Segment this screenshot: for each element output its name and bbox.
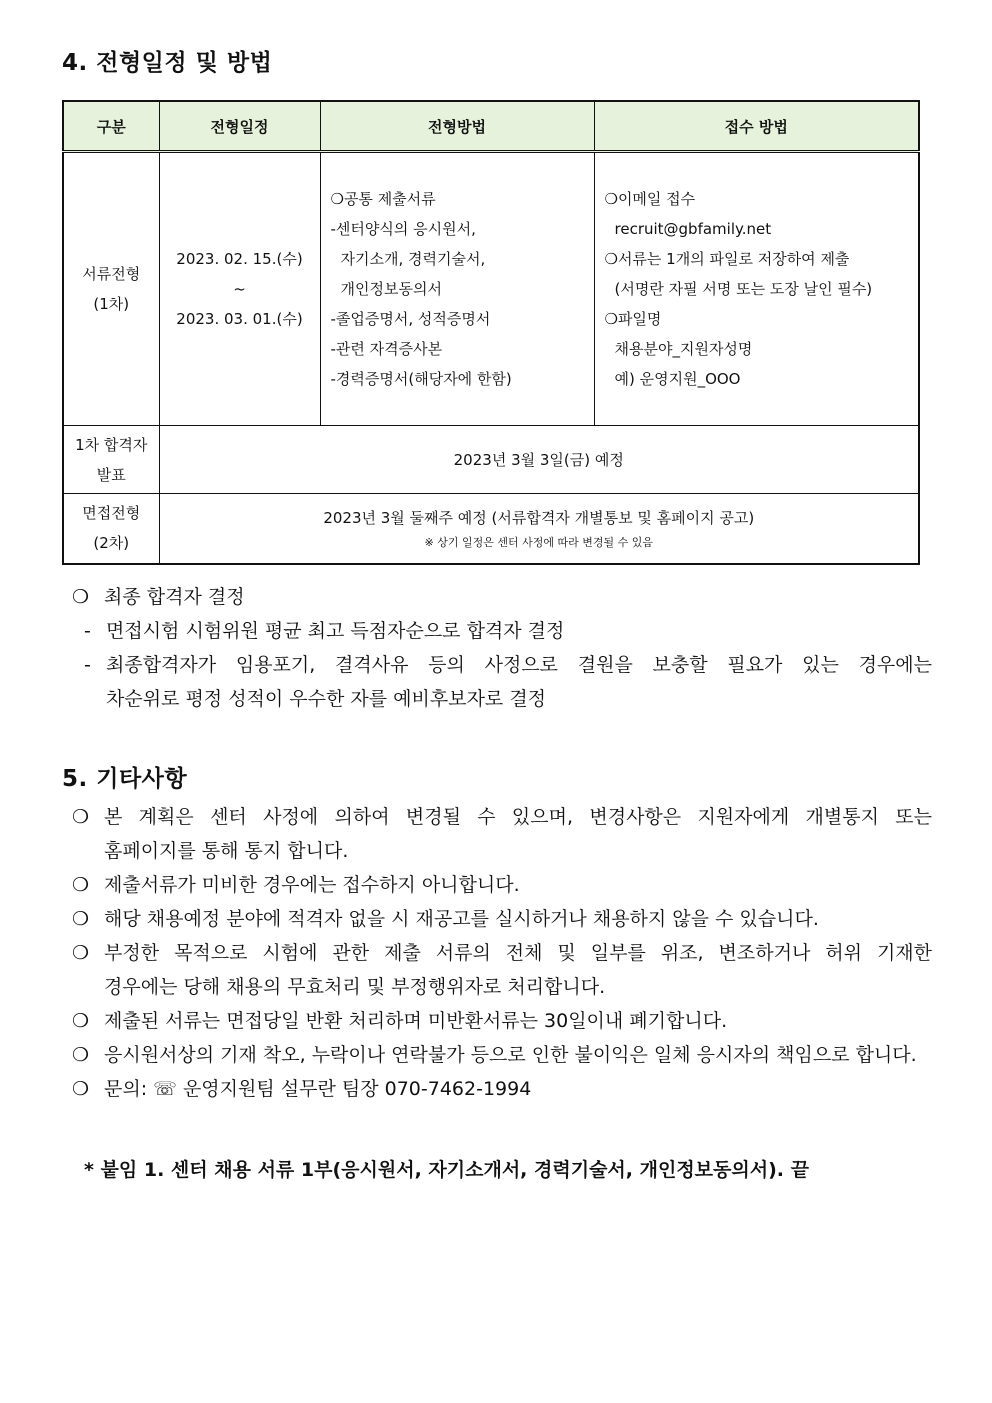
- circle-bullet-icon: ❍: [72, 806, 90, 828]
- row2-label: 1차 합격자 발표: [63, 426, 159, 494]
- circle-bullet-icon: ❍: [72, 1044, 90, 1066]
- table-row-document-screening: [63, 152, 919, 426]
- email-address[interactable]: recruit@gbfamily.net: [614, 220, 772, 238]
- section-5-title: 5. 기타사항: [62, 766, 188, 792]
- header-receipt: 접수 방법: [594, 101, 919, 152]
- list-item-contact: ❍ 문의: ☏ 운영지원팀 설무란 팀장 070-7462-1994: [72, 1072, 932, 1106]
- dash-bullet-icon: -: [84, 620, 91, 642]
- circle-bullet-icon: ❍: [72, 874, 90, 896]
- final-item: - 최종합격자가 임용포기, 결격사유 등의 사정으로 결원을 보충할 필요가 있는 경우에는 차순위로 평정 성적이 우수한 자를 예비후보자로 결정: [72, 648, 932, 716]
- schedule-note: ※ 상기 일정은 센터 사정에 따라 변경될 수 있음: [424, 535, 653, 549]
- attachment-note: * 붙임 1. 센터 채용 서류 1부(응시원서, 자기소개서, 경력기술서, 개인정보동의서). 끝: [84, 1159, 809, 1181]
- header-method: 전형방법: [320, 101, 594, 152]
- circle-bullet-icon: ❍: [72, 908, 90, 930]
- list-item: ❍ 부정한 목적으로 시험에 관한 제출 서류의 전체 및 일부를 위조, 변조하거나 허위 기재한 경우에는 당해 채용의 무효처리 및 부정행위자로 처리합니다.: [72, 936, 932, 1004]
- table-row-first-announcement: [63, 426, 919, 494]
- row1-receipt: ❍이메일 접수 recruit@gbfamily.net ❍서류는 1개의 파일로 저장하여 제출 (서명란 자필 서명 또는 도장 날인 필수) ❍파일명 채용분야_지원자성명 예) 운영지원_OOO: [594, 152, 919, 426]
- list-item: ❍ 제출된 서류는 면접당일 반환 처리하며 미반환서류는 30일이내 폐기합니다.: [72, 1004, 932, 1038]
- row1-method: ❍공통 제출서류 -센터양식의 응시원서, 자기소개, 경력기술서, 개인정보동의서 -졸업증명서, 성적증명서 -관련 자격증사본 -경력증명서(해당자에 한함): [320, 152, 594, 426]
- table-row-interview: [63, 494, 919, 564]
- list-item: ❍ 해당 채용예정 분야에 적격자 없을 시 재공고를 실시하거나 채용하지 않을 수 있습니다.: [72, 902, 932, 936]
- list-item: ❍ 본 계획은 센터 사정에 의하여 변경될 수 있으며, 변경사항은 지원자에게 개별통지 또는 홈페이지를 통해 통지 합니다.: [72, 800, 932, 868]
- row2-content: 2023년 3월 3일(금) 예정: [159, 426, 919, 494]
- list-item: ❍ 응시원서상의 기재 착오, 누락이나 연락불가 등으로 인한 불이익은 일체 응시자의 책임으로 합니다.: [72, 1038, 932, 1072]
- circle-bullet-icon: ❍: [72, 942, 90, 964]
- final-selection-block: [72, 580, 932, 716]
- dash-bullet-icon: -: [84, 654, 91, 676]
- section-4-title: 4. 전형일정 및 방법: [62, 50, 273, 76]
- row3-label: 면접전형 (2차): [63, 494, 159, 564]
- header-schedule: 전형일정: [159, 101, 320, 152]
- circle-bullet-icon: ❍: [72, 586, 90, 608]
- circle-bullet-icon: ❍: [72, 1010, 90, 1032]
- circle-bullet-icon: ❍: [72, 1078, 90, 1100]
- final-item: - 면접시험 시험위원 평균 최고 득점자순으로 합격자 결정: [72, 614, 932, 648]
- list-item: ❍ 제출서류가 미비한 경우에는 접수하지 아니합니다.: [72, 868, 932, 902]
- table-header-row: [63, 101, 919, 152]
- other-items-block: [72, 800, 932, 1106]
- row1-dates: 2023. 02. 15.(수) ~ 2023. 03. 01.(수): [159, 152, 320, 426]
- final-title-row: ❍ 최종 합격자 결정: [72, 580, 932, 614]
- schedule-table: [62, 100, 920, 565]
- row3-content: 2023년 3월 둘째주 예정 (서류합격자 개별통보 및 홈페이지 공고) ※ 상기 일정은 센터 사정에 따라 변경될 수 있음: [159, 494, 919, 564]
- row1-label: 서류전형 (1차): [63, 152, 159, 426]
- header-category: 구분: [63, 101, 159, 152]
